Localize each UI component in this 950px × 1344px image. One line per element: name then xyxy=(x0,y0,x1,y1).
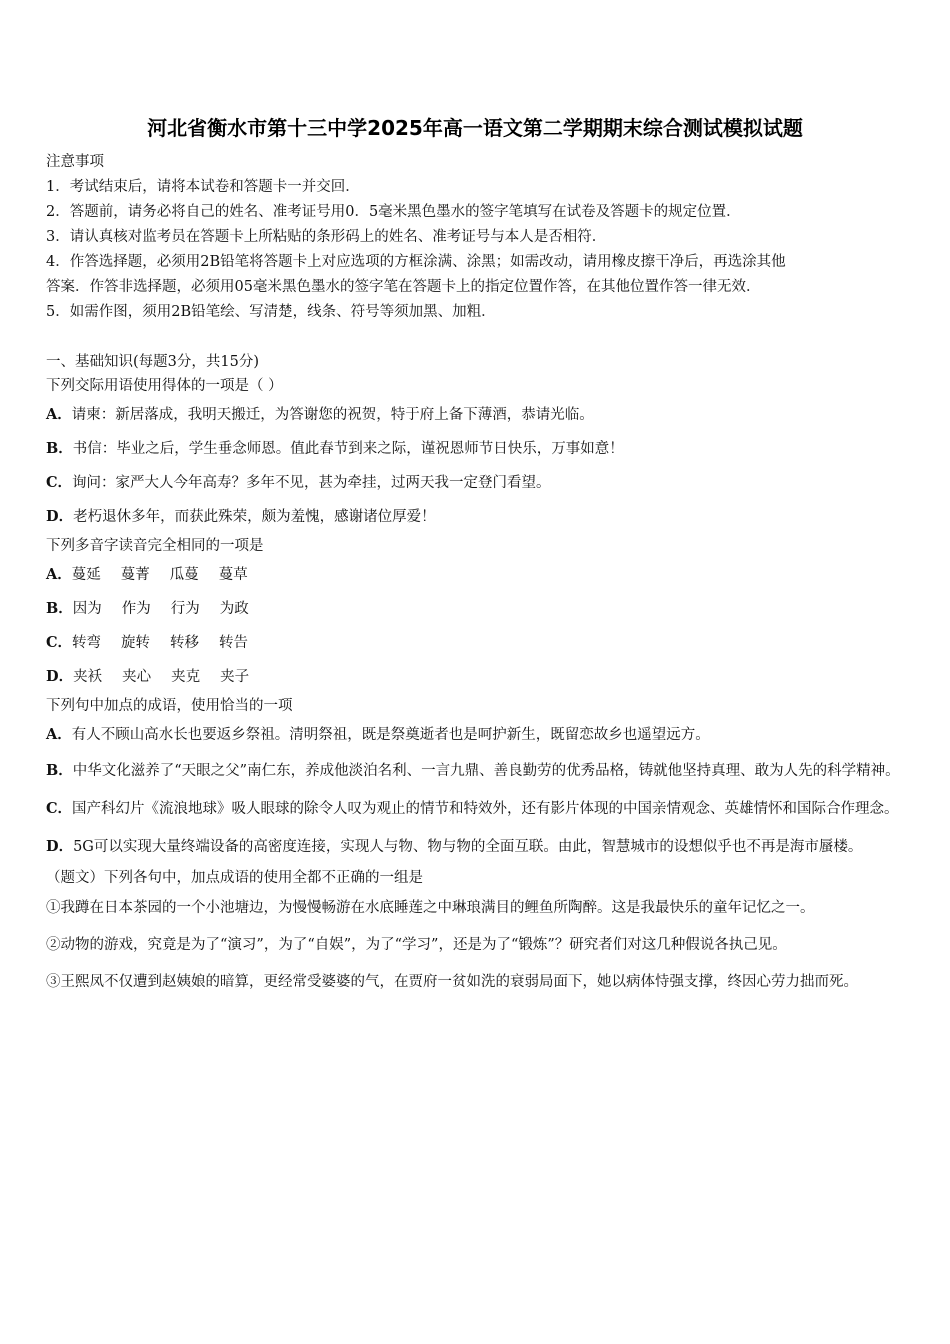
notice-item: 4．作答选择题，必须用2B铅笔将答题卡上对应选项的方框涂满、涂黑；如需改动，请用橡皮擦干净后，再选涂其他 xyxy=(46,254,786,270)
option-letter: B． xyxy=(46,440,73,457)
notice-heading: 注意事项 xyxy=(46,154,104,170)
option-word: 因为 xyxy=(72,601,102,617)
question-3-option-c xyxy=(46,790,908,828)
option-letter: D． xyxy=(46,838,74,855)
question-3-option-b xyxy=(46,752,908,790)
option-word: 旋转 xyxy=(121,635,151,651)
question-1-option-b xyxy=(46,432,908,466)
option-letter: D． xyxy=(46,668,74,685)
notice-item: 5．如需作图，须用2B铅笔绘、写清楚，线条、符号等须加黑、加粗． xyxy=(46,304,496,320)
section-basic-knowledge xyxy=(46,350,908,1001)
option-word: 行为 xyxy=(170,601,200,617)
option-text: 书信：毕业之后，学生垂念师恩。值此春节到来之际，谨祝恩师节日快乐，万事如意！ xyxy=(72,441,624,457)
question-2-option-c xyxy=(46,626,908,660)
question-4-item: ②动物的游戏，究竟是为了“演习”，为了“自娱”，为了“学习”，还是为了“锻炼”？研究者们对这几种假说各执己见。 xyxy=(46,937,787,953)
option-text: 5G可以实现大量终端设备的高密度连接，实现人与物、物与物的全面互联。由此，智慧城市的设想似乎也不再是海市蜃楼。 xyxy=(73,839,863,855)
option-word: 夹袄 xyxy=(73,669,103,685)
option-word: 夹子 xyxy=(220,669,250,685)
option-word: 蔓草 xyxy=(218,567,248,583)
question-1-option-c xyxy=(46,466,908,500)
notice-item: 2．答题前，请务必将自己的姓名、准考证号用0．5毫米黑色墨水的签字笔填写在试卷及答题卡的规定位置． xyxy=(46,204,741,220)
question-2-option-d xyxy=(46,660,908,694)
option-letter: C． xyxy=(46,474,73,491)
option-text: 老朽退休多年，而获此殊荣，颇为羞愧，感谢诸位厚爱！ xyxy=(73,509,436,525)
option-text: 国产科幻片《流浪地球》吸人眼球的除令人叹为观止的情节和特效外，还有影片体现的中国亲情观念、英雄情怀和国际合作理念。 xyxy=(72,801,899,817)
page-title: 河北省衡水市第十三中学2025年高一语文第二学期期末综合测试模拟试题 xyxy=(147,116,803,140)
question-1-option-a xyxy=(46,398,908,432)
option-text: 请柬：新居落成，我明天搬迁，为答谢您的祝贺，特于府上备下薄酒，恭请光临。 xyxy=(71,407,594,423)
question-3-option-d xyxy=(46,828,908,866)
option-letter: B． xyxy=(46,600,73,617)
option-word: 为政 xyxy=(219,601,249,617)
option-word: 转弯 xyxy=(72,635,102,651)
notice-item: 1．考试结束后，请将本试卷和答题卡一并交回． xyxy=(46,179,360,195)
section-heading: 一、基础知识(每题3分，共15分) xyxy=(46,354,259,370)
question-1-stem: 下列交际用语使用得体的一项是（ ） xyxy=(46,378,283,394)
option-word: 瓜蔓 xyxy=(169,567,199,583)
option-letter: C． xyxy=(46,634,73,651)
question-1-option-d xyxy=(46,500,908,534)
option-letter: A． xyxy=(46,726,72,743)
notice-item: 答案．作答非选择题，必须用05毫米黑色墨水的签字笔在答题卡上的指定位置作答，在其他位置作答一律无效． xyxy=(46,279,761,295)
option-text: 中华文化滋养了“天眼之父”南仁东，养成他淡泊名利、一言九鼎、善良勤劳的优秀品格，铸就他坚持真理、敢为人先的科学精神。 xyxy=(72,763,900,779)
option-letter: B． xyxy=(46,762,73,779)
question-3-stem: 下列句中加点的成语，使用恰当的一项 xyxy=(46,698,293,714)
option-text: 询问：家严大人今年高寿？多年不见，甚为牵挂，过两天我一定登门看望。 xyxy=(72,475,551,491)
option-word: 蔓延 xyxy=(71,567,101,583)
option-letter: A． xyxy=(46,406,72,423)
option-word: 夹克 xyxy=(171,669,201,685)
question-4-item: ③王熙凤不仅遭到赵姨娘的暗算，更经常受婆婆的气，在贾府一贫如洗的衰弱局面下，她以病体恃强支撑，终因心劳力拙而死。 xyxy=(46,974,858,990)
notice-item: 3．请认真核对监考员在答题卡上所粘贴的条形码上的姓名、准考证号与本人是否相符． xyxy=(46,229,607,245)
option-letter: A． xyxy=(46,566,72,583)
option-letter: D． xyxy=(46,508,74,525)
question-4-stem: （题文）下列各句中，加点成语的使用全都不正确的一组是 xyxy=(46,870,423,886)
option-word: 作为 xyxy=(121,601,151,617)
option-word: 蔓菁 xyxy=(120,567,150,583)
question-4-item: ①我蹲在日本茶园的一个小池塘边，为慢慢畅游在水底睡莲之中琳琅满目的鲤鱼所陶醉。这是我最快乐的童年记忆之一。 xyxy=(46,900,815,916)
option-word: 转移 xyxy=(170,635,200,651)
option-word: 夹心 xyxy=(122,669,152,685)
question-2-option-a xyxy=(46,558,908,592)
question-2-stem: 下列多音字读音完全相同的一项是 xyxy=(46,538,264,554)
option-text: 有人不顾山高水长也要返乡祭祖。清明祭祖，既是祭奠逝者也是呵护新生，既留恋故乡也遥望远方。 xyxy=(71,727,710,743)
option-letter: C． xyxy=(46,800,73,817)
notice-block xyxy=(46,150,908,325)
option-word: 转告 xyxy=(219,635,249,651)
question-3-option-a xyxy=(46,718,908,752)
question-2-option-b xyxy=(46,592,908,626)
